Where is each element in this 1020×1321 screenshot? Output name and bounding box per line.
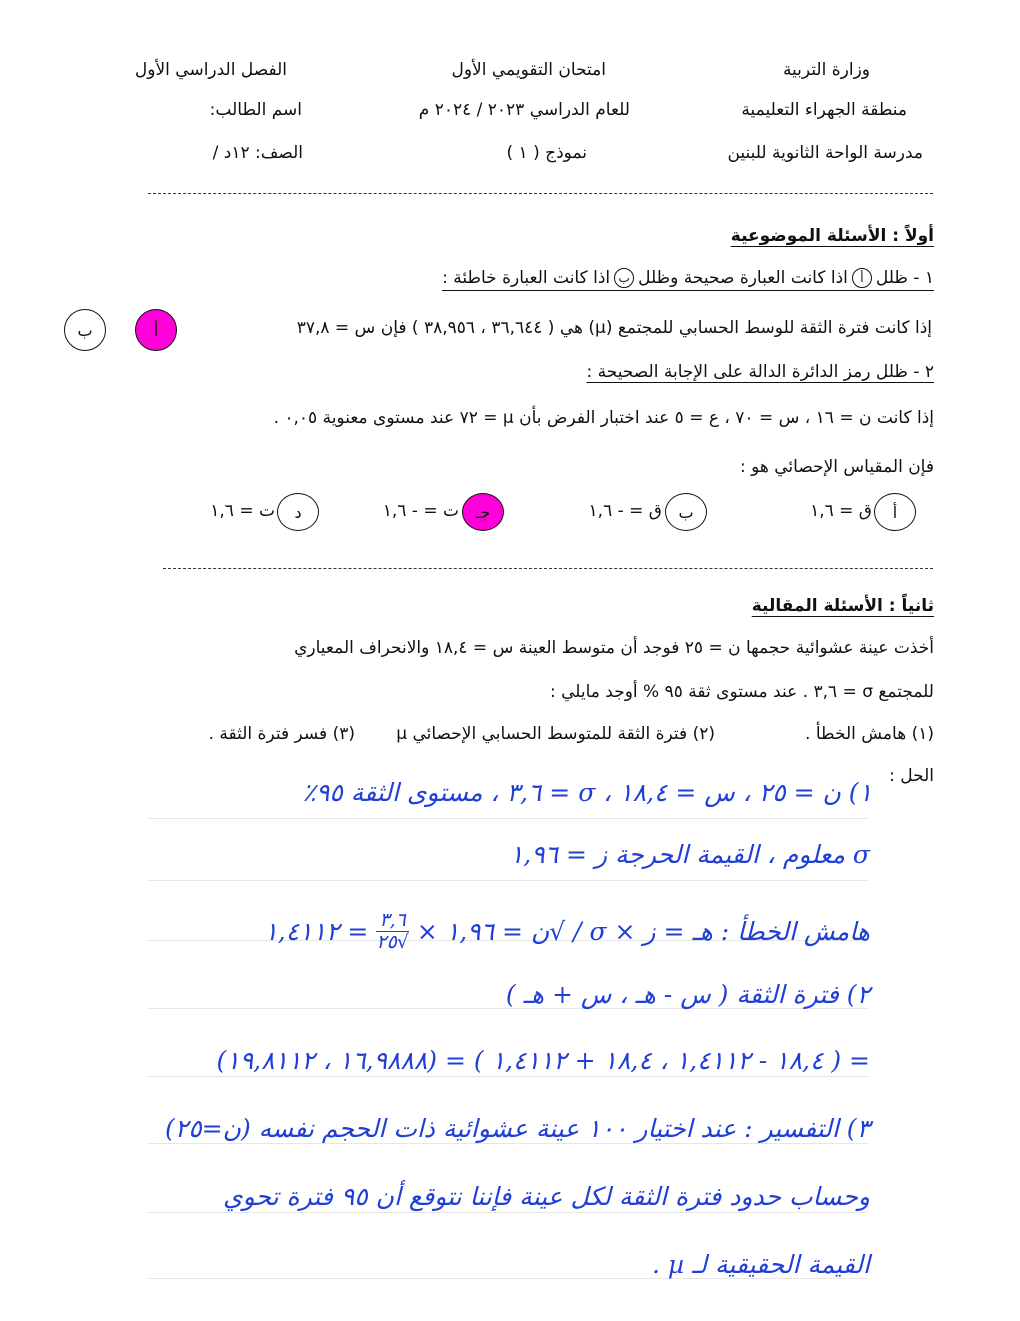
header-divider xyxy=(148,193,933,194)
handwritten-line3 xyxy=(264,910,870,953)
q1-option-a[interactable]: أ xyxy=(135,309,177,351)
part-1: (١) هامش الخطأ . xyxy=(805,724,934,744)
exam-title: امتحان التقويمي الأول xyxy=(451,60,606,80)
q2-option-d[interactable]: د xyxy=(277,493,319,531)
section1-title: أولاً : الأسئلة الموضوعية xyxy=(730,226,934,246)
section-divider xyxy=(163,568,933,569)
part-3: (٣) فسر فترة الثقة . xyxy=(208,724,355,744)
problem-line2: للمجتمع σ = ٣,٦ . عند مستوى ثقة ٩٥ % أوجد مايلي : xyxy=(549,682,934,702)
handwritten-line3b: = ١,٤١١٢ xyxy=(264,916,369,946)
q1-instruction-a: ١ - ظلل xyxy=(875,268,934,288)
q2-option-a[interactable]: أ xyxy=(874,493,916,531)
ruled-line xyxy=(148,880,868,881)
ministry-name: وزارة التربية xyxy=(782,60,870,80)
district-name: منطقة الجهراء التعليمية xyxy=(741,100,907,120)
handwritten-line4: ٢) فترة الثقة ( س - هـ ، س + هـ ) xyxy=(505,980,870,1009)
handwritten-line6: ٣) التفسير : عند اختيار ١٠٠ عينة عشوائية ذات الحجم نفسه (ن=٢٥) xyxy=(165,1114,870,1143)
problem-line1: أخذت عينة عشوائية حجمها ن = ٢٥ فوجد أن متوسط العينة س = ١٨,٤ والانحراف المعياري xyxy=(294,638,934,658)
handwritten-fraction xyxy=(376,910,409,953)
fraction-denominator: √٢٥ xyxy=(376,930,409,953)
q2-statement: إذا كانت ن = ١٦ ، س = ٧٠ ، ع = ٥ عند اختبار الفرض بأن µ = ٧٢ عند مستوى معنوية ٠,٠٥ . xyxy=(273,408,934,428)
handwritten-line5: = ( ١٨,٤ - ١,٤١١٢ ، ١٨,٤ + ١,٤١١٢ ) = (١٦,٩٨٨٨ ، ١٩,٨١١٢) xyxy=(216,1046,870,1075)
handwritten-line8: القيمة الحقيقية لـ µ . xyxy=(651,1250,870,1279)
handwritten-line7: وحساب حدود فترة الثقة لكل عينة فإننا نتوقع أن ٩٥ فترة تحوي xyxy=(223,1182,870,1211)
academic-year: للعام الدراسي ٢٠٢٣ / ٢٠٢٤ م xyxy=(418,100,630,120)
semester: الفصل الدراسي الأول xyxy=(134,60,287,80)
q2-instruction: ٢ - ظلل رمز الدائرة الدالة على الإجابة الصحيحة : xyxy=(586,362,934,382)
ruled-line xyxy=(148,818,868,819)
solution-label: الحل : xyxy=(889,766,934,786)
exam-model: نموذج ( ١ ) xyxy=(506,143,587,163)
class-label: الصف: ١٢د / xyxy=(212,143,303,163)
q1-statement: إذا كانت فترة الثقة للوسط الحسابي للمجتمع (µ) هي ( ٣٦,٦٤٤ ، ٣٨,٩٥٦ ) فإن س = ٣٧,٨ xyxy=(296,318,932,338)
handwritten-line2: σ معلوم ، القيمة الحرجة ز = ١,٩٦ xyxy=(509,840,870,869)
q1-instruction-c: اذا كانت العبارة خاطئة : xyxy=(442,268,611,288)
school-name: مدرسة الواحة الثانوية للبنين xyxy=(727,143,923,163)
instruction-circle-false: ب xyxy=(614,268,634,288)
q1-instruction-b: اذا كانت العبارة صحيحة وظلل xyxy=(638,268,848,288)
q2-option-c[interactable]: جـ xyxy=(462,493,504,531)
ruled-line xyxy=(148,1143,868,1144)
ruled-line xyxy=(148,1212,868,1213)
handwritten-line3a: هامش الخطأ : هـ = ز × σ / √ن = ١,٩٦ × xyxy=(416,916,870,946)
q2-statement2: فإن المقياس الإحصائي هو : xyxy=(739,457,934,477)
instruction-circle-true: أ xyxy=(852,268,872,288)
fraction-numerator: ٣,٦ xyxy=(376,910,408,932)
q2-option-a-text: ق = ١,٦ xyxy=(810,501,872,521)
handwritten-line1: ١) ن = ٢٥ ، س = ١٨,٤ ، σ = ٣,٦ ، مستوى الثقة ٩٥٪ xyxy=(302,778,872,807)
q2-option-c-text: ت = - ١,٦ xyxy=(382,501,459,521)
section2-title: ثانياً : الأسئلة المقالية xyxy=(751,596,934,616)
part-2: (٢) فترة الثقة للمتوسط الحسابي الإحصائي µ xyxy=(396,724,715,744)
ruled-line xyxy=(148,1076,868,1077)
q2-option-d-text: ت = ١,٦ xyxy=(210,501,275,521)
q2-option-b[interactable]: ب xyxy=(665,493,707,531)
q1-instruction xyxy=(442,268,934,291)
q2-option-b-text: ق = - ١,٦ xyxy=(588,501,662,521)
student-name-label: اسم الطالب: xyxy=(209,100,302,120)
q1-option-b[interactable]: ب xyxy=(64,309,106,351)
